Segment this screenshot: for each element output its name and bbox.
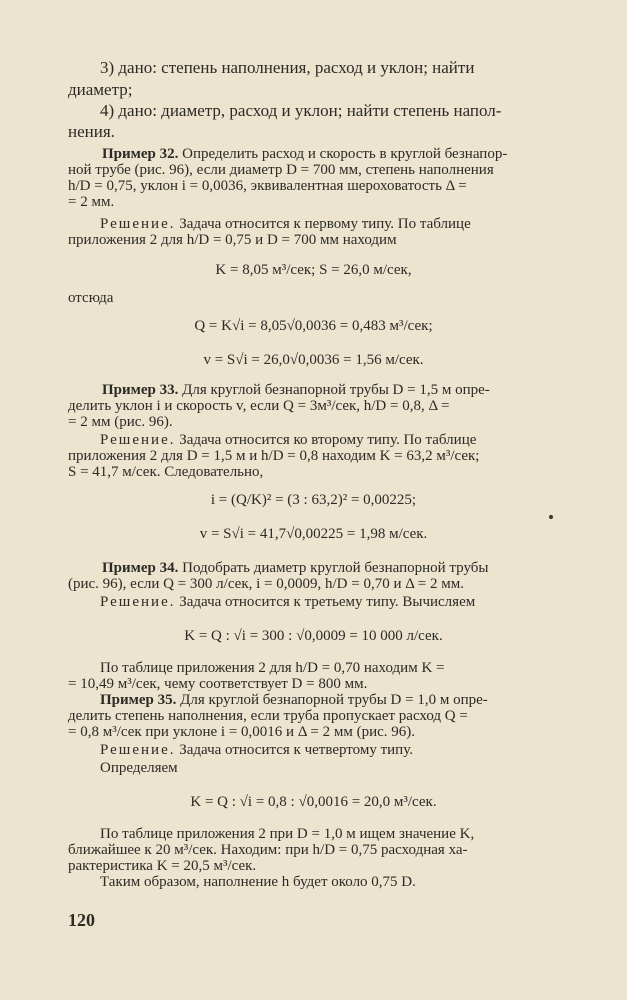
intro-line-2: диаметр; bbox=[68, 80, 133, 99]
solution-label: Решение. bbox=[100, 742, 176, 758]
example-32-solution: Решение. Задача относится к первому типу. По таблице bbox=[100, 216, 471, 232]
example-32-solution-line: приложения 2 для h/D = 0,75 и D = 700 мм находим bbox=[68, 232, 397, 248]
example-35-solution-line: Определяем bbox=[100, 760, 178, 776]
example-35-first-line: Пример 35. Для круглой безнапорной трубы D = 1,0 м опре- bbox=[100, 692, 488, 708]
print-speck bbox=[549, 515, 553, 519]
example-35-text: Таким образом, наполнение h будет около 0,75 D. bbox=[100, 874, 416, 890]
otsyuda-text: отсюда bbox=[68, 290, 114, 306]
formula: v = S√i = 26,0√0,0036 = 1,56 м/сек. bbox=[203, 352, 424, 368]
example-32-line: ной трубе (рис. 96), если диаметр D = 700 мм, степень наполнения bbox=[68, 162, 494, 178]
page-number: 120 bbox=[68, 910, 95, 930]
example-35-line: = 0,8 м³/сек при уклоне i = 0,0016 и Δ = 2 мм (рис. 96). bbox=[68, 724, 416, 740]
intro-line-3: 4) дано: диаметр, расход и уклон; найти степень напол- bbox=[100, 101, 502, 120]
example-33-solution-line: S = 41,7 м/сек. Следовательно, bbox=[68, 464, 264, 480]
example-33-heading: Пример 33. bbox=[102, 382, 179, 398]
example-35-heading: Пример 35. bbox=[100, 692, 177, 708]
example-33-solution-line: приложения 2 для D = 1,5 м и h/D = 0,8 находим K = 63,2 м³/сек; bbox=[68, 448, 480, 464]
formula: i = (Q/K)² = (3 : 63,2)² = 0,00225; bbox=[210, 492, 417, 508]
intro-line-4: нения. bbox=[68, 122, 115, 141]
example-33-solution: Решение. Задача относится ко второму типу. По таблице bbox=[100, 432, 477, 448]
solution-label: Решение. bbox=[100, 594, 176, 610]
formula: K = Q : √i = 0,8 : √0,0016 = 20,0 м³/сек. bbox=[190, 794, 437, 810]
formula: v = S√i = 41,7√0,00225 = 1,98 м/сек. bbox=[199, 526, 428, 542]
example-34-text: = 10,49 м³/сек, чему соответствует D = 800 мм. bbox=[68, 676, 368, 692]
example-32-heading: Пример 32. bbox=[102, 146, 179, 162]
intro-line-1: 3) дано: степень наполнения, расход и уклон; найти bbox=[100, 58, 475, 77]
formula: Q = K√i = 8,05√0,0036 = 0,483 м³/сек; bbox=[194, 318, 433, 334]
example-33-first-line: Пример 33. Для круглой безнапорной трубы D = 1,5 м опре- bbox=[102, 382, 490, 398]
formula: K = Q : √i = 300 : √0,0009 = 10 000 л/сек. bbox=[184, 628, 443, 644]
example-32-line: h/D = 0,75, уклон i = 0,0036, эквивалентная шероховатость Δ = bbox=[68, 178, 467, 194]
example-34-line: (рис. 96), если Q = 300 л/сек, i = 0,0009, h/D = 0,70 и Δ = 2 мм. bbox=[68, 576, 464, 592]
example-32-line: = 2 мм. bbox=[68, 194, 115, 210]
example-33-line: делить уклон i и скорость v, если Q = 3м³/сек, h/D = 0,8, Δ = bbox=[68, 398, 450, 414]
solution-label: Решение. bbox=[100, 216, 176, 232]
solution-label: Решение. bbox=[100, 432, 176, 448]
example-35-text: По таблице приложения 2 при D = 1,0 м ищем значение K, bbox=[100, 826, 475, 842]
example-35-text: рактеристика K = 20,5 м³/сек. bbox=[68, 858, 257, 874]
example-32-first-line: Пример 32. Определить расход и скорость в круглой безнапор- bbox=[102, 146, 508, 162]
formula: K = 8,05 м³/сек; S = 26,0 м/сек, bbox=[215, 262, 412, 278]
example-35-text: ближайшее к 20 м³/сек. Находим: при h/D = 0,75 расходная ха- bbox=[68, 842, 468, 858]
example-34-solution: Решение. Задача относится к третьему типу. Вычисляем bbox=[100, 594, 476, 610]
example-34-first-line: Пример 34. Подобрать диаметр круглой безнапорной трубы bbox=[102, 560, 489, 576]
example-33-line: = 2 мм (рис. 96). bbox=[68, 414, 173, 430]
example-35-solution: Решение. Задача относится к четвертому типу. bbox=[100, 742, 413, 758]
example-34-text: По таблице приложения 2 для h/D = 0,70 находим K = bbox=[100, 660, 445, 676]
example-34-heading: Пример 34. bbox=[102, 560, 179, 576]
example-35-line: делить степень наполнения, если труба пропускает расход Q = bbox=[68, 708, 468, 724]
